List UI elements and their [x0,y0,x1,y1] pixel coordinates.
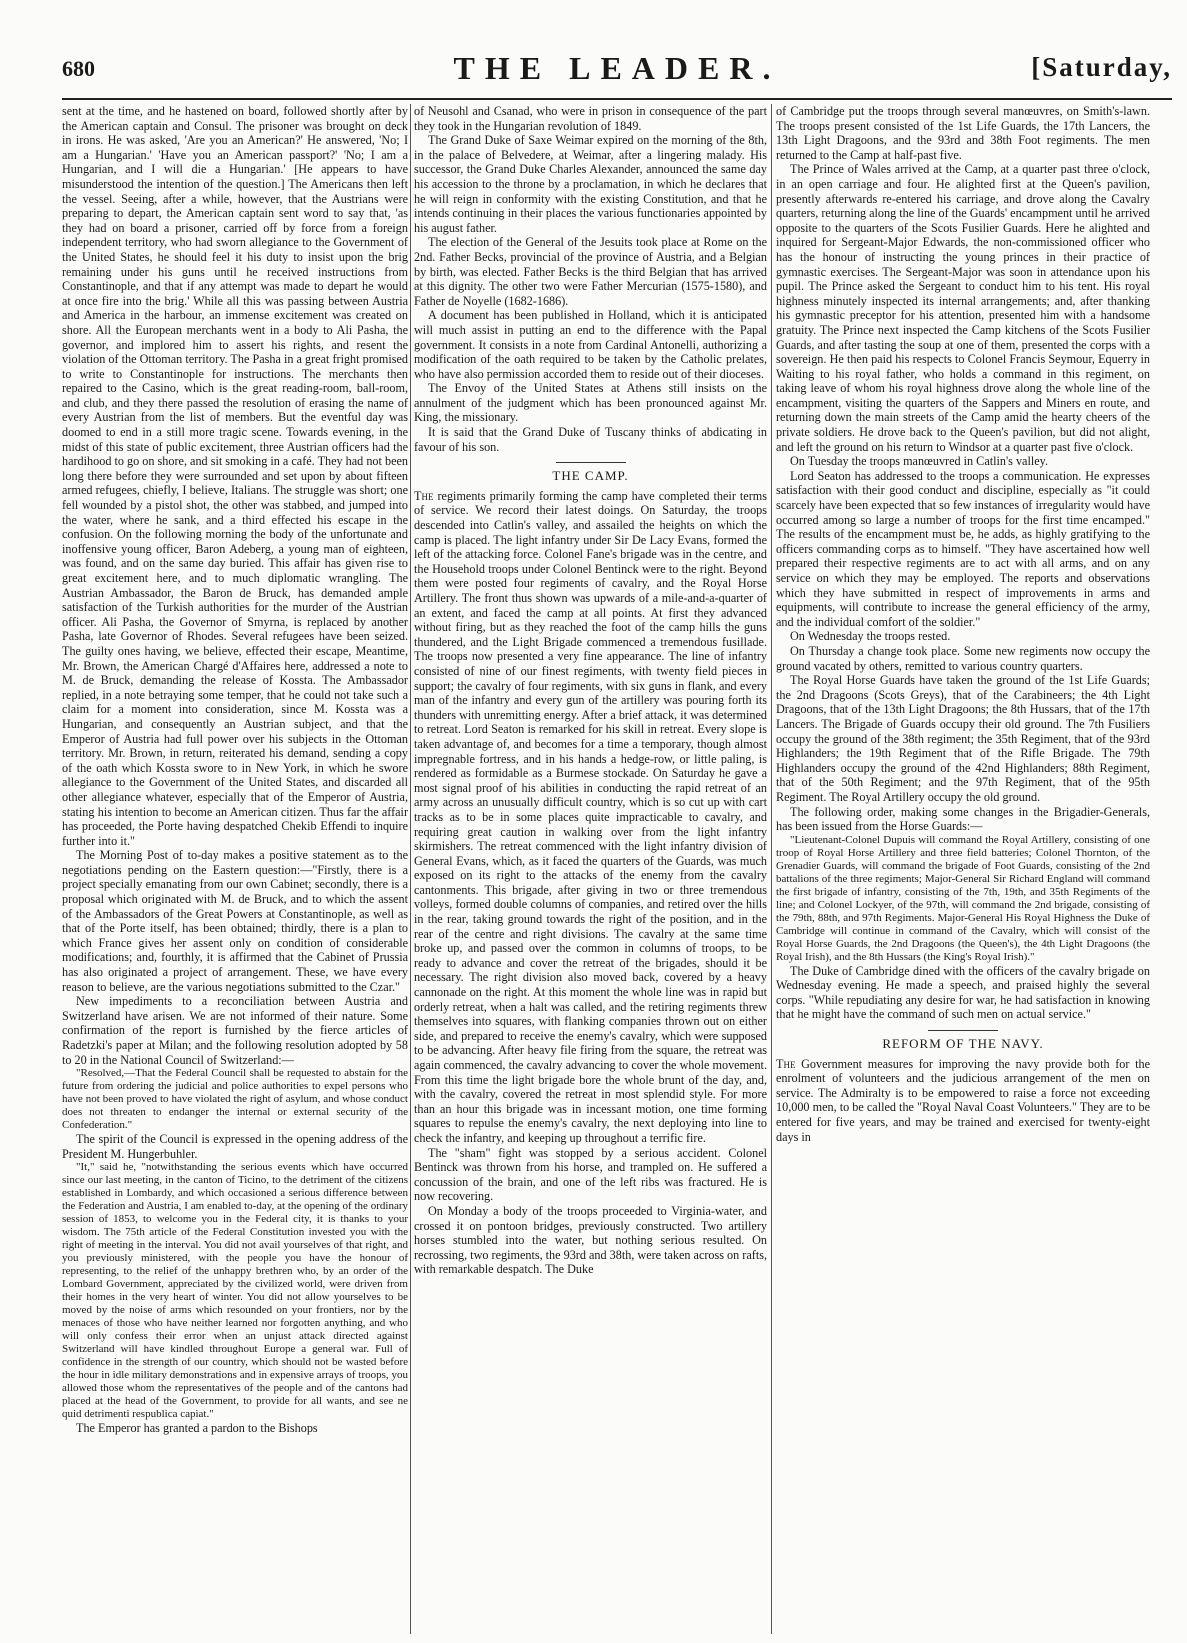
article-paragraph: The Emperor has granted a pardon to the Bishops [76,1421,318,1436]
column-divider [410,104,411,1634]
article-paragraph: The "sham" fight was stopped by a serious accident. Colonel Bentinck was thrown from his horse, and trampled on. He suffered a concussion of the brain, and one of the left ribs was fractured. He is now recovering. [414,1145,767,1204]
article-paragraph: A document has been published in Holland, which it is anticipated will much assist in putting an end to the difference with the Papal government. It consists in a note from Cardinal Antonelli, authorizing a modification of the oath required to be taken by the Catholic prelates, who have also permission accorded them to reside out of their dioceses. [414,308,767,381]
article-paragraph: of Cambridge put the troops through several manœuvres, on Smith's-lawn. The troops present consisted of the 1st Life Guards, the 17th Lancers, the 13th Light Dragoons, and the 93rd and 38th Foot regiments. The men returned to the Camp at half-past five. [776,104,1150,162]
article-paragraph: of Neusohl and Csanad, who were in prison in consequence of the part they took in the Hungarian revolution of 1849. [414,104,767,133]
article-paragraph: The spirit of the Council is expressed in the opening address of the President M. Hungerbuhler. [62,1132,408,1161]
column-divider [771,104,772,1634]
article-paragraph: The following order, making some changes in the Brigadier-Generals, has been issued from the Horse Guards:— [776,804,1150,834]
article-paragraph: On Monday a body of the troops proceeded to Virginia-water, and crossed it on pontoon bridges, previously constructed. Two artillery horses stumbled into the water, but nothing serious resulted. On recrossing, two regiments, the 93rd and 38th, were taken across on rafts, with remarkable despatch. The Duke [414,1203,767,1277]
quoted-resolution: "Resolved,—That the Federal Council shall be requested to abstain for the future from ordering the judicial and police authorities to expel persons who have not been proved to have violated the right of asylum, and whose conduct does not threaten to endanger the internal or external security of the Confederation." [62,1067,408,1132]
column-middle [414,104,767,1639]
article-paragraph: The election of the General of the Jesuits took place at Rome on the 2nd. Father Becks, provincial of the province of Austria, and a Belgian by birth, was elected. Father Becks is the third Belgian that has arrived at this dignity. The other two were Father Mercurian (1575-1580), and Father de Noyelle (1682-1686). [414,235,767,308]
quoted-address: "It," said he, "notwithstanding the serious events which have occurred since our last meeting, in the canton of Ticino, to the detriment of the citizens established in Lombardy, and which occasioned a serious difference between the Federation and Austria, I am enabled to-day, at the opening of the ordinary session of 1853, to welcome you in the Federal city, it is thanks to your wisdom. The 75th article of the Federal Constitution invested you with the right of meeting in the interval. You did not avail yourselves of that right, and you previously ministered, with the people you have the honour of representing, to the relief of the unhappy brethren who, by an order of the Lombard Government, appreciated by the civilized world, were driven from their homes in the very heart of winter. You did not allow yourselves to be moved by the noise of arms which resounded on your frontiers, nor by the menaces of those who have neither learned nor forgotten anything, and who will only confess their error when an unjust attack directed against Switzerland will have kindled throughout Europe a general war. Full of confidence in the strength of our country, which should not be wasted before the hour in idle military demonstrations and in expensive arrays of troops, you allowed those whom the representatives of the people and of the cantons had placed at the head of the Government, to provide for all wants, and see ne quid detrimenti respublica capiat." [62,1161,408,1421]
article-paragraph: The Envoy of the United States at Athens still insists on the annulment of the judgment which has been pronounced against Mr. King, the missionary. [414,381,767,425]
article-paragraph: The Prince of Wales arrived at the Camp, at a quarter past three o'clock, in an open carriage and four. He alighted first at the Queen's pavilion, presently afterwards re-entered his carriage, and drove along the Cavalry quarters, returning along the line of the Guards' encampment until he arrived opposite to the quarters of the Scots Fusilier Guards. Here he alighted and inquired for Sergeant-Major Edwards, the non-commissioned officer who has the honour of instructing the young princes in their practice of gymnastic exercises. The Sergeant-Major was soon in attendance upon his pupil. The Prince asked the Sergeant to conduct him to his tent. His royal highness minutely inspected its internal arrangements; and, after thanking his gymnastic preceptor for his attention, presented him with a handsome gratuity. The Prince next inspected the Camp kitchens of the Scots Fusilier Guards, and after tasting the soup at one of them, presented the corps with a sovereign. He then paid his respects to Colonel Francis Seymour, Equerry in Waiting to his royal father, who holds a command in this regiment, on taking leave of whom his royal highness drove along the whole line of the encampment, visiting the quarters of the Sappers and Miners en route, and returning down the main streets of the Camp amid the hearty cheers of the private soldiers. He drove back to the Queen's pavilion, but did not alight, and left the ground on his return to Windsor at a quarter past five o'clock. [776,162,1150,454]
drop-word: The [776,1056,796,1071]
header-rule [62,98,1172,100]
quoted-order: "Lieutenant-Colonel Dupuis will command the Royal Artillery, consisting of one troop of Royal Horse Artillery and three field batteries; Colonel Thornton, of the Grenadier Guards, will command the brigade of Foot Guards, consisting of the 2nd battalions of the three regiments; Major-General Sir Richard England will command the first brigade of infantry, consisting of the 7th, 19th, and 35th Regiments of the line; and Colonel Lockyer, of the 97th, will command the 2nd brigade, consisting of the 79th, 88th, and 97th Regiments. Major-General His Royal Highness the Duke of Cambridge will continue in command of the Cavalry, which will consist of the Royal Horse Guards, the 2nd Dragoons (the Queen's), the 4th Light Dragoons (the Royal Irish), and the 8th Hussars (the King's Royal Irish)." [776,833,1150,963]
article-paragraph: The Duke of Cambridge dined with the officers of the cavalry brigade on Wednesday evening. He made a speech, and praised highly the several corps. "While repudiating any desire for war, he had satisfaction in knowing that he might have the command of such men on actual service." [776,963,1150,1022]
page-number: 680 [62,56,95,81]
section-heading-camp: THE CAMP. [414,462,767,484]
article-paragraph [414,489,767,1146]
article-paragraph: The Grand Duke of Saxe Weimar expired on the morning of the 8th, in the palace of Belvedere, at Weimar, after a lingering malady. His successor, the Grand Duke Charles Alexander, announced the same day his accession to the throne by a proclamation, in which he declares that he will reign in conformity with the existing Constitution, and that he intends continuing in their places the various functionaries appointed by his august father. [414,133,767,235]
article-paragraph: Lord Seaton has addressed to the troops a communication. He expresses satisfaction with their good conduct and discipline, especially as "it could scarcely have been expected that so few instances of irregularity would have occurred among so large a number of troops for the first time encamped." The results of the encampment must be, he adds, as highly gratifying to the officers commanding corps as to himself. "They have ascertained how well prepared their respective regiments are to act with all arms, and on any service on which they may be employed. The reports and observations which they have submitted in respect of improvements in arms and equipments, will contribute to increase the general efficiency of the army, and the individual comfort of the soldier." [776,468,1150,629]
masthead-title: THE LEADER. [453,50,781,86]
article-paragraph: On Tuesday the troops manœuvred in Catlin's valley. [790,454,1048,469]
page-header [62,50,1172,98]
article-paragraph: It is said that the Grand Duke of Tuscany thinks of abdicating in favour of his son. [414,425,767,454]
article-paragraph: New impediments to a reconciliation between Austria and Switzerland have arisen. We are not informed of their nature. Some confirmation of the report is furnished by the fierce articles of Radetzki's paper at Milan; and the following resolution adopted by 58 to 20 in the National Council of Switzerland:— [62,994,408,1067]
column-right [776,104,1150,1639]
paragraph-text: Government measures for improving the navy provide both for the enrolment of volunteers and the judicious arrangement of the men on service. The Admiralty is to be empowered to raise a force not exceeding 10,000 men, to be called the "Royal Naval Coast Volunteers." They are to be entered for five years, and may be trained and exercised for twenty-eight days in [776,1056,1150,1144]
article-paragraph: The Royal Horse Guards have taken the ground of the 1st Life Guards; the 2nd Dragoons (Scots Greys), that of the Carabineers; the 4th Light Dragoons, that of the 13th Light Dragoons; the 8th Hussars, that of the 17th Lancers. The Brigade of Guards occupy their old ground. The 7th Fusiliers occupy the ground of the 38th regiment; the 35th Regiment, that of the 93rd Highlanders; the 19th Regiment that of the Rifle Brigade. The 79th Highlanders occupy the ground of the 42nd Highlanders; 88th Regiment, that of the 50th Regiment; and the 97th Regiment, that of the 95th Regiment. The Royal Artillery occupy the old ground. [776,673,1150,804]
article-paragraph: The Morning Post of to-day makes a positive statement as to the negotiations pending on the Eastern question:—"Firstly, there is a project specially emanating from our own Cabinet; secondly, there is a proposal which originated with M. de Bruck, and to which the assent of the Ambassadors of the Great Powers at Constantinople, as well as that of the Porte itself, has been obtained; thirdly, there is a plan to which France gives her assent only on condition of considerable modifications; and, fourthly, it is affirmed that the Cabinet of Prussia has also originated a project of arrangement. These, we have every reason to believe, are the various negotiations submitted to the Czar." [62,848,408,994]
article-paragraph: On Wednesday the troops rested. [790,629,951,644]
article-paragraph: sent at the time, and he hastened on board, followed shortly after by the American captain and Consul. The prisoner was brought on deck in irons. He was asked, 'Are you an American?' He answered, 'No; I am a Hungarian.' 'Have you an American passport?' 'No; I am a Hungarian, and I will die a Hungarian.' [He appears to have misunderstood the intention of the question.] The Americans then left the vessel. Seeing, after a while, however, that the Austrians were preparing to depart, the American captain sent word to say that, 'as they had on board a prisoner, carried off by force from a foreign independent territory, who had sworn allegiance to the Government of the United States, he should feel it his duty to insist upon the brig remaining under his guns until he received instructions from Constantinople, and that if any attempt was made to depart he would at once fire into the brig.' While all this was passing between Austria and America in the harbour, an immense excitement was created on shore. All the European merchants went in a body to Ali Pasha, the governor, and implored him to assert his rights, and resent the violation of the Ottoman territory. The Pasha in a great fright promised to write to Constantinople for instructions. The merchants then repaired to the Casino, which is the great reading-room, ball-room, and club, and they there passed the resolution of erasing the name of every Austrian from the list of members. But the eventful day was doomed to end in a still more tragic scene. Towards evening, in the midst of this state of public excitement, three Austrian officers had the hardihood to go on shore, and sit smoking in a café. They had not been long there before they were surrounded and set upon by about fifteen armed refugees, chiefly, I believe, Italians. The struggle was short; one fell wounded by a pistol shot, the other was stabbed, and jumped into the water, where he sank, and a third effected his escape in the confusion. On the following morning the body of the unfortunate and inoffensive young officer, Baron Adeberg, a young man of eighteen, was found, and on the same day buried. This affair has given rise to great excitement here, and to much diplomatic wrangling. The Austrian Ambassador, the Baron de Bruck, has demanded ample satisfaction of the Turkish authorities for the murder of the Austrian officer. Ali Pasha, the Governor of Smyrna, is replaced by another Pasha, late Governor of Rhodes. Several refugees have been seized. The guilty ones having, we believe, effected their escape, Meantime, Mr. Brown, the American Chargé d'Affaires here, addressed a note to M. de Bruck, demanding the release of Kossta. The Ambassador replied, in a note betraying some temper, that he could not take such a claim for a moment into consideration, since M. Kossta was a Hungarian, and consequently an Austrian subject, and that the Emperor of Austria had full power over his subjects in the Ottoman territory. Mr. Brown, in return, reiterated his demand, sending a copy of the oath which Kossta swore to in New York, in which he swore allegiance to the Government of the United States, and discarded all other allegiance whatever, especially that of the Emperor of Austria, stating his intention to become an American citizen. Thus far the affair has proceeded, the Porte having despatched Chekib Effendi to inquire further into it." [62,104,408,848]
paragraph-text: regiments primarily forming the camp have completed their terms of service. We record their latest doings. On Saturday, the troops descended into Catlin's valley, and assailed the heights on which the camp is placed. The light infantry under Sir De Lacy Evans, formed the left of the attacking force. Colonel Fane's brigade was in the centre, and the Household troops under Colonel Bentinck were to the right. Beyond them were posted four regiments of cavalry, and the Royal Horse Artillery. The front thus shown was upwards of a mile-and-a-quarter of an extent, and faced the camp at all points. At first they advanced without firing, but as they reached the foot of the camp hills the guns thundered, and the Light Brigade commenced a tremendous fusillade. The troops now presented a very fine appearance. The line of infantry consisted of nine of our finest regiments, with twenty field pieces in support; the cavalry of four regiments, with six guns in flank, and every man of the infantry and every gun of the artillery was pouring forth its thunders with unremitting energy. After a brief attack, it was determined to retreat. Lord Seaton is remarked for his skill in retreat. Every slope is taken advantage of, and becomes for a time a temporary, though almost impregnable fortress, and in his hands a hedge-row, or little paling, is rendered as formidable as a Burmese stockade. On Saturday he gave a most signal proof of his abilities in conducting the rapid retreat of an army across an unusually difficult country, which is so cut up with cart tracks as to be in some places quite impracticable to cavalry, and requiring great caution in walking over from the light infantry skirmishers. The retreat commenced with the light infantry division of General Evans, which, as it faced the quarters of the Guards, was much exposed on its right to the attacks of the enemy from the cavalry cantonments. This brigade, after giving in two or three tremendous volleys, formed double columns of companies, and retired over the hills in the rear, taking ground towards the right of the position, and in the rear of the centre and right divisions. The cavalry at the same time broke up, and passed over the common in columns of troops, to be ready to advance and cover the retreat of the brigades, should it be necessary. The right division also moved back, covered by a heavy cannonade on the right. At this moment the whole line was in rapid but orderly retreat, when a halt was called, and the retiring regiments threw themselves into squares, with flanking companies thrown out on either side, and prepared to receive the enemy's cavalry, which were supposed to be advancing. After heavy file firing from the square, the retreat was again commenced, the cavalry advancing to cover the whole movement. From this time the light brigade bore the whole brunt of the day, and, with the cavalry, covered the retreat in most splendid style. For more than an hour this brigade was in incessant motion, one time forming squares to repulse the enemy's cavalry, the next deploying into line to check the infantry, and keeping up throughout a terrific fire. [414,488,767,1145]
issue-day: [Saturday, [1031,52,1172,82]
article-paragraph [776,1057,1150,1145]
drop-word: The [414,488,434,503]
section-heading-navy: REFORM OF THE NAVY. [776,1030,1150,1052]
column-left [62,104,408,1639]
article-paragraph: On Thursday a change took place. Some new regiments now occupy the ground vacated by others, remitted to various country quarters. [776,643,1150,673]
